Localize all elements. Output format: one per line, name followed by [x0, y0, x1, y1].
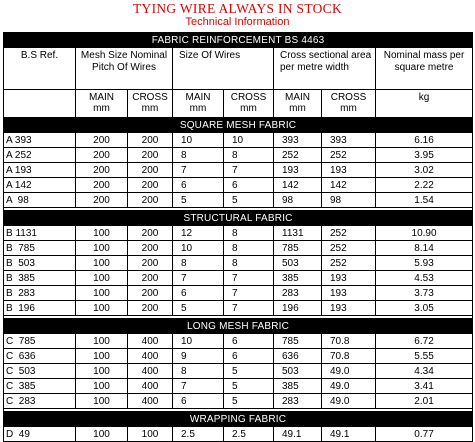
- table-cell: 100: [76, 271, 128, 286]
- subheader-mesh-cross: [128, 90, 173, 118]
- table-row: [4, 148, 473, 163]
- table-row: [4, 256, 473, 271]
- table-row: [4, 226, 473, 241]
- cell-bs-ref: C 283: [4, 394, 76, 409]
- table-row: [4, 178, 473, 193]
- table-title-band: [4, 33, 473, 48]
- table-cell: 8: [224, 241, 274, 256]
- table-row: [4, 301, 473, 316]
- table-cell: 252: [322, 241, 376, 256]
- table-cell: 193: [322, 301, 376, 316]
- table-cell: 142: [274, 178, 322, 193]
- label-main: MAIN: [89, 92, 114, 103]
- table-cell: 785: [274, 334, 322, 349]
- cell-bs-ref: A 252: [4, 148, 76, 163]
- table-cell: 3.05: [376, 301, 473, 316]
- table-cell: 8: [173, 364, 224, 379]
- subheader-size-main: [173, 90, 224, 118]
- table-cell: 3.95: [376, 148, 473, 163]
- table-cell: 1131: [274, 226, 322, 241]
- table-cell: 98: [322, 193, 376, 208]
- section-band: [4, 319, 473, 334]
- table-cell: 8.14: [376, 241, 473, 256]
- table-cell: 200: [128, 256, 173, 271]
- table-cell: 100: [76, 334, 128, 349]
- table-cell: 6: [224, 349, 274, 364]
- table-cell: 100: [76, 241, 128, 256]
- table-cell: 200: [128, 241, 173, 256]
- table-cell: 100: [76, 286, 128, 301]
- table-cell: 100: [76, 256, 128, 271]
- table-row: [4, 364, 473, 379]
- section-title: STRUCTURAL FABRIC: [4, 211, 473, 226]
- section-title: SQUARE MESH FABRIC: [4, 118, 473, 133]
- table-cell: 503: [274, 256, 322, 271]
- table-cell: 6.72: [376, 334, 473, 349]
- cell-bs-ref: C 785: [4, 334, 76, 349]
- table-cell: 636: [274, 349, 322, 364]
- table-cell: 70.8: [322, 334, 376, 349]
- cell-bs-ref: B 1131: [4, 226, 76, 241]
- table-cell: 10: [173, 334, 224, 349]
- table-cell: 393: [322, 133, 376, 148]
- table-cell: 7: [224, 271, 274, 286]
- table-cell: 200: [76, 133, 128, 148]
- table-cell: 8: [224, 148, 274, 163]
- header-row: [4, 48, 473, 90]
- table-cell: 49.0: [322, 394, 376, 409]
- table-cell: 200: [128, 193, 173, 208]
- table-cell: 283: [274, 394, 322, 409]
- table-cell: 200: [128, 163, 173, 178]
- table-cell: 200: [76, 148, 128, 163]
- subheader-area-cross: [322, 90, 376, 118]
- table-cell: 393: [274, 133, 322, 148]
- table-cell: 200: [128, 178, 173, 193]
- section-band: [4, 118, 473, 133]
- stock-heading: TYING WIRE ALWAYS IN STOCK: [132, 1, 343, 16]
- table-cell: 12: [173, 226, 224, 241]
- cell-bs-ref: C 636: [4, 349, 76, 364]
- table-cell: 7: [224, 286, 274, 301]
- table-cell: 49.0: [322, 364, 376, 379]
- table-cell: 385: [274, 271, 322, 286]
- cell-bs-ref: B 385: [4, 271, 76, 286]
- table-cell: 200: [76, 193, 128, 208]
- table-cell: 252: [322, 148, 376, 163]
- table-row: [4, 334, 473, 349]
- table-cell: 200: [128, 286, 173, 301]
- table-cell: 5: [173, 193, 224, 208]
- cell-bs-ref: C 385: [4, 379, 76, 394]
- table-cell: 8: [224, 226, 274, 241]
- table-cell: 200: [76, 163, 128, 178]
- table-title: FABRIC REINFORCEMENT BS 4463: [4, 33, 473, 48]
- cell-bs-ref: A 393: [4, 133, 76, 148]
- table-cell: 100: [76, 301, 128, 316]
- table-cell: 8: [173, 148, 224, 163]
- table-cell: 98: [274, 193, 322, 208]
- table-cell: 5: [224, 394, 274, 409]
- table-row: [4, 271, 473, 286]
- table-cell: 193: [322, 163, 376, 178]
- table-row: [4, 133, 473, 148]
- table-cell: 2.22: [376, 178, 473, 193]
- section-band: [4, 211, 473, 226]
- table-cell: 3.73: [376, 286, 473, 301]
- table-cell: 200: [128, 301, 173, 316]
- cell-bs-ref: B 196: [4, 301, 76, 316]
- subheader-row: [4, 90, 473, 118]
- cell-bs-ref: B 503: [4, 256, 76, 271]
- table-cell: 6.16: [376, 133, 473, 148]
- table-cell: 10: [224, 133, 274, 148]
- table-cell: 10: [173, 133, 224, 148]
- unit-mm: mm: [141, 103, 159, 114]
- table-cell: 503: [274, 364, 322, 379]
- table-row: [4, 241, 473, 256]
- table-cell: 4.34: [376, 364, 473, 379]
- table-cell: 49.1: [322, 427, 376, 442]
- table-row: [4, 163, 473, 178]
- table-cell: 3.02: [376, 163, 473, 178]
- table-cell: 6: [224, 178, 274, 193]
- table-row: [4, 349, 473, 364]
- unit-mm: mm: [189, 103, 207, 114]
- table-cell: 1.54: [376, 193, 473, 208]
- table-cell: 4.53: [376, 271, 473, 286]
- table-cell: 400: [128, 349, 173, 364]
- table-cell: 2.01: [376, 394, 473, 409]
- table-cell: 193: [322, 271, 376, 286]
- table-cell: 100: [76, 379, 128, 394]
- table-cell: 400: [128, 364, 173, 379]
- table-cell: 252: [322, 256, 376, 271]
- table-cell: 283: [274, 286, 322, 301]
- table-cell: 196: [274, 301, 322, 316]
- table-cell: 100: [76, 226, 128, 241]
- table-cell: 100: [76, 427, 128, 442]
- table-cell: 193: [274, 163, 322, 178]
- table-cell: 200: [128, 148, 173, 163]
- table-cell: 0.77: [376, 427, 473, 442]
- table-row: [4, 427, 473, 442]
- table-cell: 5.93: [376, 256, 473, 271]
- subheader-area-main: [274, 90, 322, 118]
- subheader-mass-unit: [376, 90, 473, 118]
- label-cross: CROSS: [230, 92, 267, 103]
- subheader-size-cross: [224, 90, 274, 118]
- table-cell: 7: [224, 301, 274, 316]
- table-cell: 252: [322, 226, 376, 241]
- table-cell: 400: [128, 334, 173, 349]
- cell-bs-ref: A 98: [4, 193, 76, 208]
- table-cell: 2.5: [173, 427, 224, 442]
- table-cell: 5: [224, 364, 274, 379]
- table-cell: 10: [173, 241, 224, 256]
- unit-mm: mm: [340, 103, 357, 114]
- header-wire-size: Size Of Wires: [173, 48, 274, 90]
- table-cell: 5: [173, 301, 224, 316]
- table-cell: 142: [322, 178, 376, 193]
- section-title: WRAPPING FABRIC: [4, 412, 473, 427]
- table-cell: 70.8: [322, 349, 376, 364]
- table-row: [4, 394, 473, 409]
- unit-mm: mm: [93, 103, 110, 114]
- label-cross: CROSS: [132, 92, 168, 103]
- table-cell: 100: [76, 394, 128, 409]
- table-cell: 6: [173, 178, 224, 193]
- label-main: MAIN: [185, 92, 211, 103]
- header-mesh-size: Mesh Size Nominal Pitch Of Wires: [76, 48, 173, 90]
- table-cell: 100: [128, 427, 173, 442]
- cell-bs-ref: A 142: [4, 178, 76, 193]
- table-row: [4, 286, 473, 301]
- table-cell: 9: [173, 349, 224, 364]
- table-cell: 400: [128, 394, 173, 409]
- table-cell: 200: [128, 133, 173, 148]
- table-cell: 49.1: [274, 427, 322, 442]
- label-cross: CROSS: [330, 92, 367, 103]
- cell-bs-ref: D 49: [4, 427, 76, 442]
- table-cell: 7: [224, 163, 274, 178]
- table-cell: 200: [128, 226, 173, 241]
- table-cell: 2.5: [224, 427, 274, 442]
- table-cell: 252: [274, 148, 322, 163]
- table-cell: 200: [128, 271, 173, 286]
- subheader-mesh-main: [76, 90, 128, 118]
- table-cell: 8: [173, 256, 224, 271]
- table-cell: 3.41: [376, 379, 473, 394]
- unit-mm: mm: [240, 103, 257, 114]
- table-cell: 200: [76, 178, 128, 193]
- header-cross-area: Cross sectional area per metre width: [274, 48, 376, 90]
- table-cell: 10.90: [376, 226, 473, 241]
- cell-bs-ref: B 283: [4, 286, 76, 301]
- table-row: [4, 193, 473, 208]
- table-cell: 100: [76, 364, 128, 379]
- table-cell: 5: [224, 379, 274, 394]
- table-cell: 6: [224, 334, 274, 349]
- table-row: [4, 379, 473, 394]
- table-cell: 5.55: [376, 349, 473, 364]
- fabric-reinforcement-table: [3, 32, 473, 442]
- unit-mm: mm: [289, 103, 306, 114]
- table-cell: 400: [128, 379, 173, 394]
- table-cell: 6: [173, 394, 224, 409]
- header-nominal-mass: Nominal mass per square metre: [376, 48, 473, 90]
- cell-bs-ref: B 785: [4, 241, 76, 256]
- table-cell: 5: [224, 193, 274, 208]
- cell-bs-ref: A 193: [4, 163, 76, 178]
- subheader-ref-blank: [4, 90, 76, 118]
- table-cell: 385: [274, 379, 322, 394]
- table-cell: 785: [274, 241, 322, 256]
- section-title: LONG MESH FABRIC: [4, 319, 473, 334]
- table-cell: 8: [224, 256, 274, 271]
- table-cell: 7: [173, 271, 224, 286]
- table-cell: 193: [322, 286, 376, 301]
- table-cell: 7: [173, 379, 224, 394]
- header-ref: B.S Ref.: [4, 48, 76, 90]
- label-main: MAIN: [285, 92, 310, 103]
- technical-info-subheading: Technical Information: [185, 16, 290, 28]
- table-cell: 100: [76, 349, 128, 364]
- cell-bs-ref: C 503: [4, 364, 76, 379]
- table-cell: 7: [173, 163, 224, 178]
- table-cell: 49.0: [322, 379, 376, 394]
- section-band: [4, 412, 473, 427]
- unit-kg: kg: [418, 92, 430, 103]
- table-cell: 6: [173, 286, 224, 301]
